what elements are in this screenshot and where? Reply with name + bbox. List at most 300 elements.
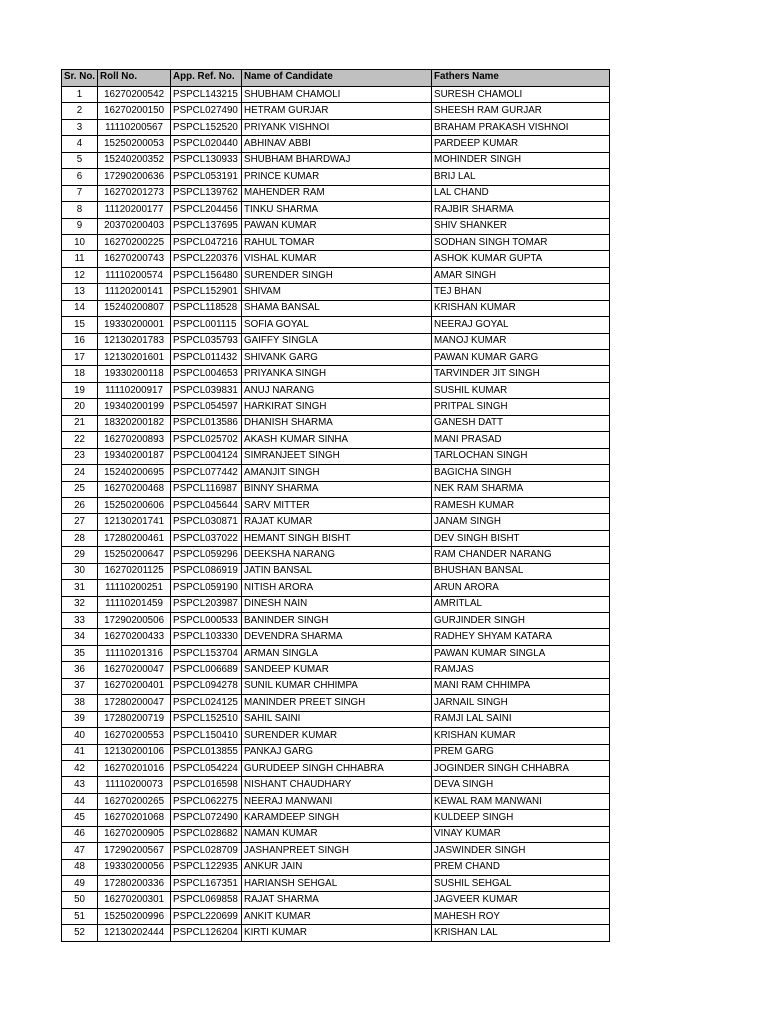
candidate-table: [61, 69, 610, 942]
table-row: [62, 481, 610, 497]
sr-cell: 31: [62, 580, 98, 596]
sr-cell: 25: [62, 481, 98, 497]
candidate-name-cell: JATIN BANSAL: [242, 563, 432, 579]
app-ref-cell: PSPCL153704: [171, 645, 242, 661]
sr-cell: 39: [62, 711, 98, 727]
candidate-name-cell: KARAMDEEP SINGH: [242, 810, 432, 826]
candidate-name-cell: PANKAJ GARG: [242, 744, 432, 760]
candidate-name-cell: ANKUR JAIN: [242, 859, 432, 875]
roll-no-cell: 17280200719: [98, 711, 171, 727]
table-row: [62, 333, 610, 349]
table-row: [62, 169, 610, 185]
sr-cell: 7: [62, 185, 98, 201]
candidate-name-cell: SURENDER SINGH: [242, 267, 432, 283]
roll-no-cell: 16270200301: [98, 892, 171, 908]
roll-no-cell: 16270201125: [98, 563, 171, 579]
candidate-name-cell: DINESH NAIN: [242, 596, 432, 612]
table-row: [62, 465, 610, 481]
roll-no-cell: 11110200073: [98, 777, 171, 793]
table-row: [62, 859, 610, 875]
table-row: [62, 613, 610, 629]
candidate-name-cell: DEEKSHA NARANG: [242, 547, 432, 563]
table-row: [62, 629, 610, 645]
app-ref-cell: PSPCL013586: [171, 415, 242, 431]
table-row: [62, 826, 610, 842]
roll-no-cell: 17280200336: [98, 876, 171, 892]
roll-no-cell: 16270200542: [98, 87, 171, 103]
roll-no-cell: 16270200893: [98, 432, 171, 448]
sr-cell: 41: [62, 744, 98, 760]
table-row: [62, 908, 610, 924]
candidate-name-cell: SANDEEP KUMAR: [242, 662, 432, 678]
fathers-name-cell: TARLOCHAN SINGH: [432, 448, 610, 464]
table-row: [62, 711, 610, 727]
fathers-name-cell: GANESH DATT: [432, 415, 610, 431]
app-ref-cell: PSPCL030871: [171, 514, 242, 530]
candidate-name-cell: ARMAN SINGLA: [242, 645, 432, 661]
table-row: [62, 810, 610, 826]
app-ref-cell: PSPCL220376: [171, 251, 242, 267]
sr-cell: 33: [62, 613, 98, 629]
fathers-name-cell: DEV SINGH BISHT: [432, 530, 610, 546]
candidate-name-cell: DHANISH SHARMA: [242, 415, 432, 431]
fathers-name-cell: JASWINDER SINGH: [432, 843, 610, 859]
app-ref-cell: PSPCL047216: [171, 234, 242, 250]
roll-no-cell: 11110201316: [98, 645, 171, 661]
table-row: [62, 760, 610, 776]
app-ref-cell: PSPCL156480: [171, 267, 242, 283]
fathers-name-cell: RAMJI LAL SAINI: [432, 711, 610, 727]
table-body: [62, 87, 610, 942]
header-fathers-name: Fathers Name: [432, 70, 610, 87]
roll-no-cell: 17280200461: [98, 530, 171, 546]
candidate-name-cell: KIRTI KUMAR: [242, 925, 432, 941]
app-ref-cell: PSPCL054597: [171, 399, 242, 415]
candidate-name-cell: SHUBHAM CHAMOLI: [242, 87, 432, 103]
candidate-name-cell: AKASH KUMAR SINHA: [242, 432, 432, 448]
fathers-name-cell: BRIJ LAL: [432, 169, 610, 185]
roll-no-cell: 11120200141: [98, 284, 171, 300]
candidate-name-cell: SURENDER KUMAR: [242, 728, 432, 744]
sr-cell: 11: [62, 251, 98, 267]
sr-cell: 50: [62, 892, 98, 908]
table-row: [62, 728, 610, 744]
sr-cell: 2: [62, 103, 98, 119]
candidate-name-cell: RAJAT SHARMA: [242, 892, 432, 908]
candidate-name-cell: RAJAT KUMAR: [242, 514, 432, 530]
fathers-name-cell: BRAHAM PRAKASH VISHNOI: [432, 119, 610, 135]
candidate-name-cell: SARV MITTER: [242, 497, 432, 513]
fathers-name-cell: GURJINDER SINGH: [432, 613, 610, 629]
candidate-name-cell: PRIYANK VISHNOI: [242, 119, 432, 135]
candidate-name-cell: DEVENDRA SHARMA: [242, 629, 432, 645]
table-row: [62, 876, 610, 892]
fathers-name-cell: PAWAN KUMAR GARG: [432, 350, 610, 366]
fathers-name-cell: TARVINDER JIT SINGH: [432, 366, 610, 382]
fathers-name-cell: AMAR SINGH: [432, 267, 610, 283]
app-ref-cell: PSPCL137695: [171, 218, 242, 234]
fathers-name-cell: SURESH CHAMOLI: [432, 87, 610, 103]
table-row: [62, 777, 610, 793]
table-row: [62, 399, 610, 415]
candidate-name-cell: MAHENDER RAM: [242, 185, 432, 201]
app-ref-cell: PSPCL000533: [171, 613, 242, 629]
sr-cell: 45: [62, 810, 98, 826]
roll-no-cell: 16270200225: [98, 234, 171, 250]
roll-no-cell: 16270201016: [98, 760, 171, 776]
roll-no-cell: 11110200251: [98, 580, 171, 596]
fathers-name-cell: RADHEY SHYAM KATARA: [432, 629, 610, 645]
roll-no-cell: 16270200553: [98, 728, 171, 744]
sr-cell: 23: [62, 448, 98, 464]
fathers-name-cell: PREM CHAND: [432, 859, 610, 875]
app-ref-cell: PSPCL053191: [171, 169, 242, 185]
fathers-name-cell: KULDEEP SINGH: [432, 810, 610, 826]
sr-cell: 4: [62, 136, 98, 152]
table-row: [62, 382, 610, 398]
table-row: [62, 415, 610, 431]
app-ref-cell: PSPCL220699: [171, 908, 242, 924]
roll-no-cell: 11110200567: [98, 119, 171, 135]
table-row: [62, 251, 610, 267]
app-ref-cell: PSPCL054224: [171, 760, 242, 776]
app-ref-cell: PSPCL001115: [171, 317, 242, 333]
fathers-name-cell: ARUN ARORA: [432, 580, 610, 596]
table-row: [62, 580, 610, 596]
sr-cell: 13: [62, 284, 98, 300]
table-row: [62, 925, 610, 941]
roll-no-cell: 15250200606: [98, 497, 171, 513]
app-ref-cell: PSPCL152520: [171, 119, 242, 135]
app-ref-cell: PSPCL103330: [171, 629, 242, 645]
fathers-name-cell: RAJBIR SHARMA: [432, 202, 610, 218]
candidate-name-cell: VISHAL KUMAR: [242, 251, 432, 267]
app-ref-cell: PSPCL118528: [171, 300, 242, 316]
fathers-name-cell: SHIV SHANKER: [432, 218, 610, 234]
candidate-name-cell: SHIVANK GARG: [242, 350, 432, 366]
roll-no-cell: 15240200352: [98, 152, 171, 168]
table-row: [62, 448, 610, 464]
app-ref-cell: PSPCL020440: [171, 136, 242, 152]
roll-no-cell: 15250200996: [98, 908, 171, 924]
fathers-name-cell: RAMJAS: [432, 662, 610, 678]
roll-no-cell: 17290200636: [98, 169, 171, 185]
app-ref-cell: PSPCL143215: [171, 87, 242, 103]
candidate-name-cell: ABHINAV ABBI: [242, 136, 432, 152]
candidate-name-cell: BINNY SHARMA: [242, 481, 432, 497]
roll-no-cell: 12130202444: [98, 925, 171, 941]
table-row: [62, 695, 610, 711]
roll-no-cell: 12130201783: [98, 333, 171, 349]
fathers-name-cell: JANAM SINGH: [432, 514, 610, 530]
candidate-name-cell: HARIANSH SEHGAL: [242, 876, 432, 892]
app-ref-cell: PSPCL013855: [171, 744, 242, 760]
fathers-name-cell: MANI RAM CHHIMPA: [432, 678, 610, 694]
app-ref-cell: PSPCL004124: [171, 448, 242, 464]
sr-cell: 44: [62, 793, 98, 809]
sr-cell: 6: [62, 169, 98, 185]
candidate-name-cell: SHIVAM: [242, 284, 432, 300]
app-ref-cell: PSPCL062275: [171, 793, 242, 809]
table-row: [62, 497, 610, 513]
fathers-name-cell: NEK RAM SHARMA: [432, 481, 610, 497]
roll-no-cell: 16270200468: [98, 481, 171, 497]
sr-cell: 35: [62, 645, 98, 661]
sr-cell: 5: [62, 152, 98, 168]
sr-cell: 27: [62, 514, 98, 530]
roll-no-cell: 12130201741: [98, 514, 171, 530]
app-ref-cell: PSPCL024125: [171, 695, 242, 711]
table-row: [62, 350, 610, 366]
header-app-ref-no: App. Ref. No.: [171, 70, 242, 87]
sr-cell: 37: [62, 678, 98, 694]
roll-no-cell: 19340200187: [98, 448, 171, 464]
fathers-name-cell: JOGINDER SINGH CHHABRA: [432, 760, 610, 776]
header-roll-no: Roll No.: [98, 70, 171, 87]
sr-cell: 3: [62, 119, 98, 135]
sr-cell: 38: [62, 695, 98, 711]
table-row: [62, 596, 610, 612]
table-row: [62, 119, 610, 135]
fathers-name-cell: PREM GARG: [432, 744, 610, 760]
app-ref-cell: PSPCL028709: [171, 843, 242, 859]
header-candidate-name: Name of Candidate: [242, 70, 432, 87]
sr-cell: 46: [62, 826, 98, 842]
fathers-name-cell: KEWAL RAM MANWANI: [432, 793, 610, 809]
candidate-name-cell: NEERAJ MANWANI: [242, 793, 432, 809]
sr-cell: 15: [62, 317, 98, 333]
app-ref-cell: PSPCL126204: [171, 925, 242, 941]
roll-no-cell: 17280200047: [98, 695, 171, 711]
app-ref-cell: PSPCL150410: [171, 728, 242, 744]
fathers-name-cell: RAM CHANDER NARANG: [432, 547, 610, 563]
fathers-name-cell: SHEESH RAM GURJAR: [432, 103, 610, 119]
sr-cell: 16: [62, 333, 98, 349]
app-ref-cell: PSPCL059190: [171, 580, 242, 596]
roll-no-cell: 16270201068: [98, 810, 171, 826]
roll-no-cell: 12130201601: [98, 350, 171, 366]
candidate-name-cell: NITISH ARORA: [242, 580, 432, 596]
table-row: [62, 218, 610, 234]
roll-no-cell: 19330200056: [98, 859, 171, 875]
fathers-name-cell: VINAY KUMAR: [432, 826, 610, 842]
app-ref-cell: PSPCL086919: [171, 563, 242, 579]
roll-no-cell: 20370200403: [98, 218, 171, 234]
fathers-name-cell: PRITPAL SINGH: [432, 399, 610, 415]
fathers-name-cell: SODHAN SINGH TOMAR: [432, 234, 610, 250]
roll-no-cell: 16270200905: [98, 826, 171, 842]
table-row: [62, 267, 610, 283]
roll-no-cell: 11110200574: [98, 267, 171, 283]
table-row: [62, 645, 610, 661]
fathers-name-cell: MOHINDER SINGH: [432, 152, 610, 168]
fathers-name-cell: ASHOK KUMAR GUPTA: [432, 251, 610, 267]
sr-cell: 22: [62, 432, 98, 448]
candidate-name-cell: HARKIRAT SINGH: [242, 399, 432, 415]
table-row: [62, 662, 610, 678]
table-row: [62, 514, 610, 530]
candidate-name-cell: SAHIL SAINI: [242, 711, 432, 727]
fathers-name-cell: JAGVEER KUMAR: [432, 892, 610, 908]
sr-cell: 12: [62, 267, 98, 283]
table-row: [62, 843, 610, 859]
candidate-name-cell: PRINCE KUMAR: [242, 169, 432, 185]
sr-cell: 14: [62, 300, 98, 316]
table-row: [62, 136, 610, 152]
table-row: [62, 678, 610, 694]
table-row: [62, 366, 610, 382]
roll-no-cell: 19330200118: [98, 366, 171, 382]
candidate-name-cell: GAIFFY SINGLA: [242, 333, 432, 349]
fathers-name-cell: MANI PRASAD: [432, 432, 610, 448]
roll-no-cell: 11110200917: [98, 382, 171, 398]
header-row: [62, 70, 610, 87]
roll-no-cell: 16270200150: [98, 103, 171, 119]
fathers-name-cell: MANOJ KUMAR: [432, 333, 610, 349]
sr-cell: 47: [62, 843, 98, 859]
table-row: [62, 547, 610, 563]
candidate-name-cell: GURUDEEP SINGH CHHABRA: [242, 760, 432, 776]
app-ref-cell: PSPCL035793: [171, 333, 242, 349]
roll-no-cell: 15250200647: [98, 547, 171, 563]
table-row: [62, 152, 610, 168]
candidate-name-cell: ANKIT KUMAR: [242, 908, 432, 924]
table-row: [62, 317, 610, 333]
app-ref-cell: PSPCL027490: [171, 103, 242, 119]
fathers-name-cell: BHUSHAN BANSAL: [432, 563, 610, 579]
fathers-name-cell: SUSHIL KUMAR: [432, 382, 610, 398]
roll-no-cell: 15240200807: [98, 300, 171, 316]
sr-cell: 8: [62, 202, 98, 218]
candidate-name-cell: HETRAM GURJAR: [242, 103, 432, 119]
candidate-name-cell: SHUBHAM BHARDWAJ: [242, 152, 432, 168]
sr-cell: 1: [62, 87, 98, 103]
sr-cell: 34: [62, 629, 98, 645]
sr-cell: 42: [62, 760, 98, 776]
sr-cell: 51: [62, 908, 98, 924]
app-ref-cell: PSPCL077442: [171, 465, 242, 481]
candidate-name-cell: TINKU SHARMA: [242, 202, 432, 218]
table-row: [62, 284, 610, 300]
roll-no-cell: 11110201459: [98, 596, 171, 612]
fathers-name-cell: DEVA SINGH: [432, 777, 610, 793]
table-row: [62, 202, 610, 218]
sr-cell: 20: [62, 399, 98, 415]
roll-no-cell: 17290200567: [98, 843, 171, 859]
fathers-name-cell: NEERAJ GOYAL: [432, 317, 610, 333]
table-row: [62, 185, 610, 201]
candidate-name-cell: NAMAN KUMAR: [242, 826, 432, 842]
table-row: [62, 103, 610, 119]
fathers-name-cell: MAHESH ROY: [432, 908, 610, 924]
roll-no-cell: 16270200047: [98, 662, 171, 678]
candidate-name-cell: AMANJIT SINGH: [242, 465, 432, 481]
app-ref-cell: PSPCL204456: [171, 202, 242, 218]
app-ref-cell: PSPCL139762: [171, 185, 242, 201]
sr-cell: 18: [62, 366, 98, 382]
candidate-name-cell: SOFIA GOYAL: [242, 317, 432, 333]
fathers-name-cell: TEJ BHAN: [432, 284, 610, 300]
roll-no-cell: 16270201273: [98, 185, 171, 201]
app-ref-cell: PSPCL130933: [171, 152, 242, 168]
sr-cell: 26: [62, 497, 98, 513]
sr-cell: 21: [62, 415, 98, 431]
sr-cell: 40: [62, 728, 98, 744]
table-row: [62, 892, 610, 908]
candidate-name-cell: MANINDER PREET SINGH: [242, 695, 432, 711]
table-row: [62, 563, 610, 579]
candidate-name-cell: RAHUL TOMAR: [242, 234, 432, 250]
app-ref-cell: PSPCL116987: [171, 481, 242, 497]
sr-cell: 32: [62, 596, 98, 612]
table-row: [62, 234, 610, 250]
table-row: [62, 87, 610, 103]
sr-cell: 24: [62, 465, 98, 481]
roll-no-cell: 16270200265: [98, 793, 171, 809]
table-row: [62, 530, 610, 546]
app-ref-cell: PSPCL006689: [171, 662, 242, 678]
fathers-name-cell: RAMESH KUMAR: [432, 497, 610, 513]
fathers-name-cell: KRISHAN LAL: [432, 925, 610, 941]
fathers-name-cell: BAGICHA SINGH: [432, 465, 610, 481]
app-ref-cell: PSPCL122935: [171, 859, 242, 875]
fathers-name-cell: LAL CHAND: [432, 185, 610, 201]
app-ref-cell: PSPCL004653: [171, 366, 242, 382]
app-ref-cell: PSPCL039831: [171, 382, 242, 398]
app-ref-cell: PSPCL072490: [171, 810, 242, 826]
roll-no-cell: 12130200106: [98, 744, 171, 760]
sr-cell: 19: [62, 382, 98, 398]
sr-cell: 29: [62, 547, 98, 563]
candidate-name-cell: SUNIL KUMAR CHHIMPA: [242, 678, 432, 694]
roll-no-cell: 16270200401: [98, 678, 171, 694]
table-row: [62, 300, 610, 316]
fathers-name-cell: PARDEEP KUMAR: [432, 136, 610, 152]
table-row: [62, 744, 610, 760]
app-ref-cell: PSPCL069858: [171, 892, 242, 908]
candidate-name-cell: NISHANT CHAUDHARY: [242, 777, 432, 793]
candidate-name-cell: PRIYANKA SINGH: [242, 366, 432, 382]
candidate-name-cell: PAWAN KUMAR: [242, 218, 432, 234]
sr-cell: 30: [62, 563, 98, 579]
app-ref-cell: PSPCL011432: [171, 350, 242, 366]
app-ref-cell: PSPCL028682: [171, 826, 242, 842]
sr-cell: 17: [62, 350, 98, 366]
header-sr-no: Sr. No.: [62, 70, 98, 87]
app-ref-cell: PSPCL152510: [171, 711, 242, 727]
roll-no-cell: 15240200695: [98, 465, 171, 481]
app-ref-cell: PSPCL152901: [171, 284, 242, 300]
roll-no-cell: 19340200199: [98, 399, 171, 415]
sr-cell: 52: [62, 925, 98, 941]
sr-cell: 49: [62, 876, 98, 892]
fathers-name-cell: AMRITLAL: [432, 596, 610, 612]
roll-no-cell: 19330200001: [98, 317, 171, 333]
sr-cell: 43: [62, 777, 98, 793]
app-ref-cell: PSPCL094278: [171, 678, 242, 694]
candidate-name-cell: JASHANPREET SINGH: [242, 843, 432, 859]
app-ref-cell: PSPCL167351: [171, 876, 242, 892]
sr-cell: 48: [62, 859, 98, 875]
roll-no-cell: 15250200053: [98, 136, 171, 152]
candidate-name-cell: ANUJ NARANG: [242, 382, 432, 398]
roll-no-cell: 16270200743: [98, 251, 171, 267]
app-ref-cell: PSPCL016598: [171, 777, 242, 793]
fathers-name-cell: SUSHIL SEHGAL: [432, 876, 610, 892]
candidate-name-cell: SHAMA BANSAL: [242, 300, 432, 316]
fathers-name-cell: KRISHAN KUMAR: [432, 300, 610, 316]
fathers-name-cell: KRISHAN KUMAR: [432, 728, 610, 744]
